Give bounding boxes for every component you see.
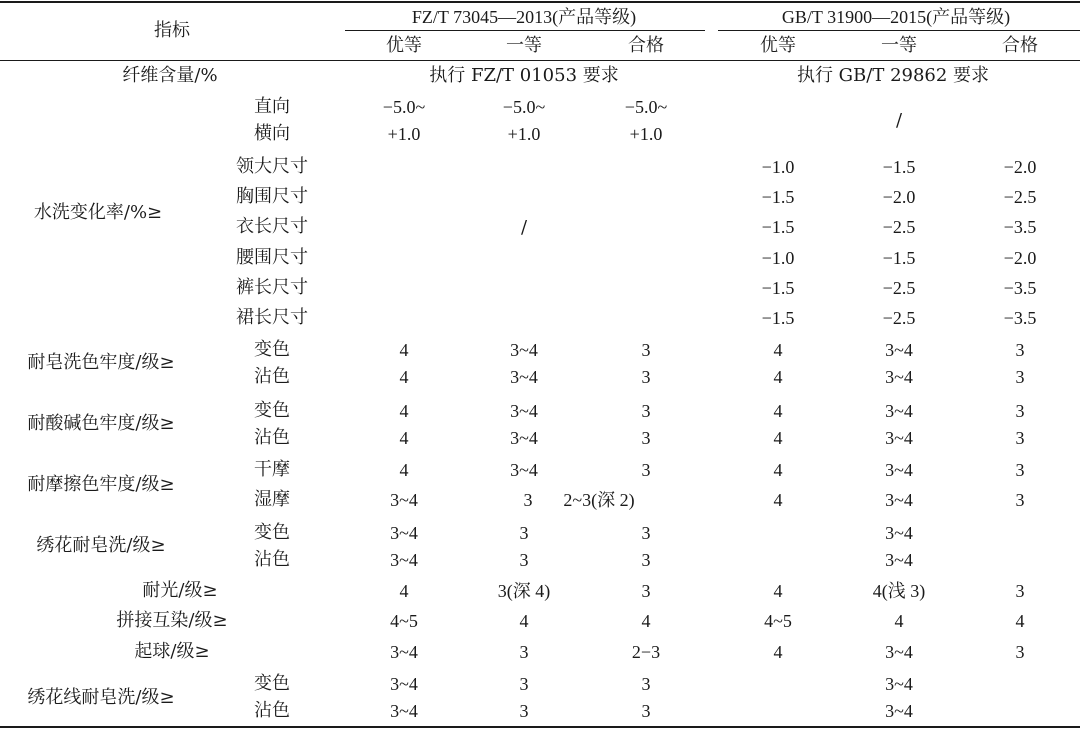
soap-cell: 3 xyxy=(1015,340,1025,360)
pill-cell: 3 xyxy=(519,642,529,662)
sub-label-staining: 沾色 xyxy=(254,366,290,387)
row-label-embroidery-thread-soap-wash: 绣花线耐皂洗/级≥ xyxy=(27,687,175,708)
rub-cell: 4 xyxy=(399,460,409,480)
emb-cell: 3 xyxy=(519,550,529,570)
light-cell: 3(深 4) xyxy=(497,581,551,601)
bottom-rule xyxy=(0,726,1080,728)
thread-cell: 3 xyxy=(519,674,529,694)
emb-cell: 3~4 xyxy=(885,550,913,570)
wash-fz-qualified-upper: +1.0 xyxy=(629,124,663,144)
rub-cell: 3 xyxy=(641,460,651,480)
wash-gb-cell: −2.0 xyxy=(1003,157,1037,177)
wash-gb-cell: −3.5 xyxy=(1003,217,1037,237)
row-label-fiber-content: 纤维含量/% xyxy=(122,65,218,86)
emb-cell: 3~4 xyxy=(390,550,418,570)
soap-cell: 3~4 xyxy=(510,367,538,387)
wash-gb-cell: −3.5 xyxy=(1003,308,1037,328)
acid-cell: 4 xyxy=(399,401,409,421)
sub-label-color-change: 变色 xyxy=(254,400,290,421)
header-grade-gb-premium: 优等 xyxy=(760,35,796,56)
acid-cell: 3 xyxy=(1015,428,1025,448)
emb-cell: 3~4 xyxy=(885,523,913,543)
acid-cell: 4 xyxy=(773,401,783,421)
header-grade-gb-first: 一等 xyxy=(881,35,917,56)
sub-label-trouser-length: 裤长尺寸 xyxy=(236,277,308,298)
wash-fz-not-applicable: / xyxy=(520,217,528,238)
acid-cell: 4 xyxy=(399,428,409,448)
thread-cell: 3 xyxy=(519,701,529,721)
header-grade-fz-first: 一等 xyxy=(506,35,542,56)
light-cell: 3 xyxy=(641,581,651,601)
wash-fz-first-lower: −5.0~ xyxy=(502,97,546,117)
header-grade-fz-premium: 优等 xyxy=(386,35,422,56)
emb-cell: 3 xyxy=(519,523,529,543)
row-label-soap-fastness: 耐皂洗色牢度/级≥ xyxy=(27,352,175,373)
wash-gb-cell: −2.0 xyxy=(882,187,916,207)
rub-cell: 4 xyxy=(773,490,783,510)
thread-cell: 3~4 xyxy=(885,701,913,721)
light-cell: 4 xyxy=(773,581,783,601)
light-cell: 4(浅 3) xyxy=(872,581,926,601)
wash-gb-cell: −1.0 xyxy=(761,157,795,177)
sub-label-color-change: 变色 xyxy=(254,339,290,360)
thread-cell: 3~4 xyxy=(390,674,418,694)
rub-cell: 3 xyxy=(1015,460,1025,480)
wash-gb-cell: −2.5 xyxy=(882,278,916,298)
wash-gb-cell: −2.5 xyxy=(882,308,916,328)
header-sub-rule-gb xyxy=(718,30,1080,31)
splice-cell: 4 xyxy=(1015,611,1025,631)
soap-cell: 3~4 xyxy=(885,340,913,360)
fiber-requirement-fz: 执行 FZ/T 01053 要求 xyxy=(429,65,619,86)
splice-cell: 4 xyxy=(519,611,529,631)
thread-cell: 3 xyxy=(641,674,651,694)
wash-gb-cell: −2.0 xyxy=(1003,248,1037,268)
row-label-acid-alkali-fastness: 耐酸碱色牢度/级≥ xyxy=(27,413,175,434)
header-grade-fz-qualified: 合格 xyxy=(628,35,664,56)
pill-cell: 3~4 xyxy=(885,642,913,662)
wash-gb-cell: −3.5 xyxy=(1003,278,1037,298)
wash-fz-first-upper: +1.0 xyxy=(507,124,541,144)
row-label-wash-change: 水洗变化率/%≥ xyxy=(33,202,163,223)
header-sub-rule-fz xyxy=(345,30,705,31)
rub-cell: 3 xyxy=(523,490,533,510)
header-standard-gb: GB/T 31900—2015(产品等级) xyxy=(781,7,1011,27)
sub-label-garment-length: 衣长尺寸 xyxy=(236,216,308,237)
wash-gb-cell: −1.5 xyxy=(882,248,916,268)
thread-cell: 3~4 xyxy=(390,701,418,721)
sub-label-widthwise: 横向 xyxy=(254,123,290,144)
wash-gb-cell: −1.5 xyxy=(882,157,916,177)
thread-cell: 3~4 xyxy=(885,674,913,694)
sub-label-skirt-length: 裙长尺寸 xyxy=(236,307,308,328)
pill-cell: 3 xyxy=(1015,642,1025,662)
splice-cell: 4 xyxy=(641,611,651,631)
soap-cell: 3~4 xyxy=(885,367,913,387)
wash-gb-cell: −1.0 xyxy=(761,248,795,268)
sub-label-staining: 沾色 xyxy=(254,700,290,721)
rub-cell: 4 xyxy=(773,460,783,480)
wash-gb-cell: −1.5 xyxy=(761,278,795,298)
wash-gb-cell: −1.5 xyxy=(761,217,795,237)
acid-cell: 3 xyxy=(641,401,651,421)
sub-label-staining: 沾色 xyxy=(254,427,290,448)
splice-cell: 4 xyxy=(894,611,904,631)
sub-label-waist: 腰围尺寸 xyxy=(236,247,308,268)
rub-cell: 3~4 xyxy=(885,460,913,480)
soap-cell: 3 xyxy=(641,367,651,387)
fiber-requirement-gb: 执行 GB/T 29862 要求 xyxy=(796,65,990,86)
wash-gb-cell: −1.5 xyxy=(761,308,795,328)
sub-label-collar: 领大尺寸 xyxy=(236,156,308,177)
pill-cell: 2−3 xyxy=(631,642,661,662)
emb-cell: 3 xyxy=(641,523,651,543)
acid-cell: 3~4 xyxy=(885,401,913,421)
rub-cell: 3~4 xyxy=(885,490,913,510)
splice-cell: 4~5 xyxy=(390,611,418,631)
acid-cell: 3 xyxy=(641,428,651,448)
pill-cell: 3~4 xyxy=(390,642,418,662)
row-label-splice-staining: 拼接互染/级≥ xyxy=(116,610,228,631)
acid-cell: 3 xyxy=(1015,401,1025,421)
wash-gb-cell: −1.5 xyxy=(761,187,795,207)
light-cell: 3 xyxy=(1015,581,1025,601)
header-indicator: 指标 xyxy=(154,20,190,41)
row-label-light-fastness: 耐光/级≥ xyxy=(142,580,218,601)
wash-gb-not-applicable: / xyxy=(895,110,903,131)
header-grade-gb-qualified: 合格 xyxy=(1002,35,1038,56)
soap-cell: 4 xyxy=(773,367,783,387)
wash-gb-cell: −2.5 xyxy=(882,217,916,237)
row-label-pilling: 起球/级≥ xyxy=(134,641,210,662)
rub-cell: 2~3(深 2) xyxy=(563,490,635,510)
sub-label-staining: 沾色 xyxy=(254,549,290,570)
soap-cell: 4 xyxy=(399,367,409,387)
rub-cell: 3 xyxy=(1015,490,1025,510)
wash-fz-premium-upper: +1.0 xyxy=(387,124,421,144)
wash-fz-qualified-lower: −5.0~ xyxy=(624,97,668,117)
soap-cell: 3 xyxy=(1015,367,1025,387)
sub-label-color-change: 变色 xyxy=(254,522,290,543)
sub-label-dry-rub: 干摩 xyxy=(254,459,290,480)
soap-cell: 3 xyxy=(641,340,651,360)
header-bottom-rule xyxy=(0,60,1080,61)
acid-cell: 3~4 xyxy=(885,428,913,448)
row-label-embroidery-soap-wash: 绣花耐皂洗/级≥ xyxy=(36,535,166,556)
header-standard-fz: FZ/T 73045—2013(产品等级) xyxy=(411,7,637,27)
soap-cell: 3~4 xyxy=(510,340,538,360)
sub-label-chest: 胸围尺寸 xyxy=(236,186,308,207)
acid-cell: 3~4 xyxy=(510,401,538,421)
acid-cell: 4 xyxy=(773,428,783,448)
emb-cell: 3~4 xyxy=(390,523,418,543)
soap-cell: 4 xyxy=(399,340,409,360)
rub-cell: 3~4 xyxy=(390,490,418,510)
pill-cell: 4 xyxy=(773,642,783,662)
sub-label-wet-rub: 湿摩 xyxy=(254,489,290,510)
sub-label-lengthwise: 直向 xyxy=(254,96,290,117)
soap-cell: 4 xyxy=(773,340,783,360)
emb-cell: 3 xyxy=(641,550,651,570)
rub-cell: 3~4 xyxy=(510,460,538,480)
sub-label-color-change: 变色 xyxy=(254,673,290,694)
wash-fz-premium-lower: −5.0~ xyxy=(382,97,426,117)
light-cell: 4 xyxy=(399,581,409,601)
thread-cell: 3 xyxy=(641,701,651,721)
row-label-rubbing-fastness: 耐摩擦色牢度/级≥ xyxy=(27,474,175,495)
top-rule xyxy=(0,1,1080,3)
wash-gb-cell: −2.5 xyxy=(1003,187,1037,207)
acid-cell: 3~4 xyxy=(510,428,538,448)
splice-cell: 4~5 xyxy=(764,611,792,631)
